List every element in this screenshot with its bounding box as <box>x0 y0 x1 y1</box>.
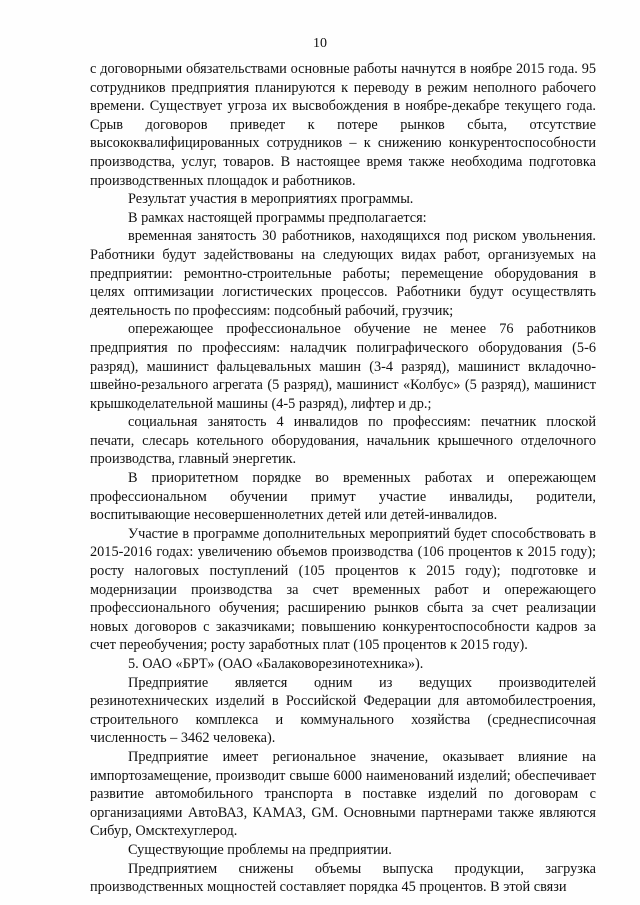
paragraph-10: Предприятие является одним из ведущих производителей резинотехнических изделий в Российской Федерации для автомобилестроения, строительного комплекса и коммунального хозяйства (среднесписочная численность – 3462 человека). <box>90 674 596 747</box>
paragraph-13: Предприятием снижены объемы выпуска продукции, загрузка производственных мощностей составляет порядка 45 процентов. В этой связи <box>90 860 596 896</box>
paragraph-5: опережающее профессиональное обучение не менее 76 работников предприятия по профессиям: наладчик полиграфического оборудования (5-6 разряд), машинист фальцевальных машин (3-4 разряд), машинист вкладочно-швейно-резального агрегата (5 разряд), машинист «Колбус» (5 разряд), машинист крышкоделательной машины (4-5 разряд), лифтер и др.; <box>90 321 596 412</box>
page-number: 10 <box>313 36 327 51</box>
paragraph-4: временная занятость 30 работников, находящихся под риском увольнения. Работники будут задействованы на следующих видах работ, организуемых на предприятии: ремонтно-строительные работы; перемещение оборудования в целях оптимизации логистических процессов. Работники будут осуществлять деятельность по профессиям: подсобный рабочий, грузчик; <box>90 228 596 319</box>
paragraph-1: с договорными обязательствами основные работы начнутся в ноябре 2015 года. 95 сотрудников предприятия планируются к переводу в режим неполного рабочего времени. Существует угроза их высвобождения в ноябре-декабре текущего года. Срыв договоров приведет к потере рынков сбыта, отсутствие высококвалифицированных сотрудников – к снижению конкурентоспособности производства, услуг, товаров. В настоящее время также необходима подготовка производственных площадок и работников. <box>90 61 596 189</box>
paragraph-6: социальная занятость 4 инвалидов по профессиям: печатник плоской печати, слесарь котельного оборудования, начальник крышечного отделочного производства, главный энергетик. <box>90 414 596 468</box>
document-body <box>90 60 596 897</box>
paragraph-3: В рамках настоящей программы предполагается: <box>128 209 427 226</box>
paragraph-11: Предприятие имеет региональное значение, оказывает влияние на импортозамещение, производит свыше 6000 наименований изделий; обеспечивает развитие автомобильного транспорта в поставке изделий по договорам с организациями АвтоВАЗ, КАМАЗ, GM. Основными партнерами также являются Сибур, Омсктехуглерод. <box>90 748 596 840</box>
paragraph-7: В приоритетном порядке во временных работах и опережающем профессиональном обучении примут участие инвалиды, родители, воспитывающие несовершеннолетних детей или детей-инвалидов. <box>90 470 596 524</box>
paragraph-8: Участие в программе дополнительных мероприятий будет способствовать в 2015-2016 годах: увеличению объемов производства (106 процентов к 2015 году); росту налоговых поступлений (105 процентов к 2015 году); подготовке и модернизации производства за счет временных работ и опережающего профессионального обучения; расширению рынков сбыта за счет реализации новых договоров с заказчиками; повышению конкурентоспособности кадров за счет переобучения; росту заработных плат (105 процентов к 2015 году). <box>90 525 596 654</box>
paragraph-2: Результат участия в мероприятиях программы. <box>128 191 414 208</box>
section-heading: 5. ОАО «БРТ» (ОАО «Балаковорезинотехника»). <box>128 656 424 672</box>
paragraph-12: Существующие проблемы на предприятии. <box>128 841 392 858</box>
